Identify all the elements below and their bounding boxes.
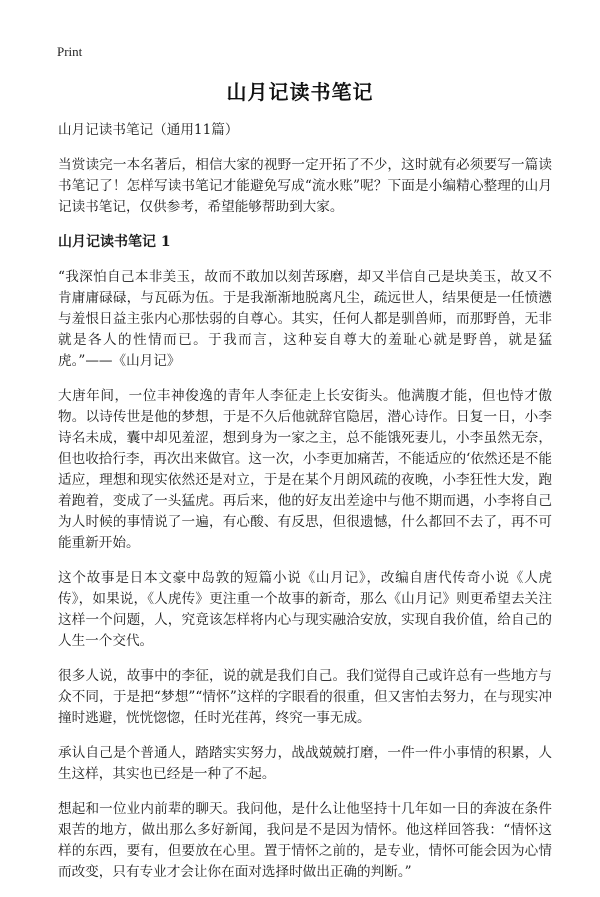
body-paragraph: 很多人说，故事中的李征，说的就是我们自己。我们觉得自己或许总有一些地方与众不同，于是把“梦想”“情怀”这样的字眼看的很重，但又害怕去努力，在与现实冲撞时逃避，恍恍惚惚，任时光荏苒，终究一事无成。 xyxy=(58,668,552,726)
body-paragraph: 想起和一位业内前辈的聊天。我问他，是什么让他坚持十几年如一日的奔波在条件艰苦的地方，做出那么多好新闻，我问是不是因为情怀。他这样回答我：“情怀这样的东西，要有，但要放在心里。置于情怀之前的，是专业，情怀可能会因为心情而改变，只有专业才会让你在面对选择时做出正确的判断。” xyxy=(58,801,552,880)
section-heading: 山月记读书笔记 1 xyxy=(58,234,171,250)
print-link[interactable]: Print xyxy=(57,44,83,59)
body-paragraph: 大唐年间，一位丰神俊逸的青年人李征走上长安街头。他满腹才能，但也恃才傲物。以诗传世是他的梦想，于是不久后他就辞官隐居，潜心诗作。日复一日，小李诗名未成，囊中却见羞涩，想到身为一家之主，总不能饿死妻儿，小李虽然无奈，但也收拾行李，再次出来做官。这一次，小李更加痛苦，不能适应的‘依然还是不能适应，理想和现实依然还是对立，于是在某个月朗风疏的夜晚，小李狂性大发，跑着跑着，变成了一头猛虎。再后来，他的好友出差途中与他不期而遇，小李将自己为人时候的事情说了一遍，有心酸、有反思，但很遗憾，什么都回不去了，再不可能重新开始。 xyxy=(58,388,552,551)
document-subtitle: 山月记读书笔记（通用11篇） xyxy=(58,122,239,138)
intro-paragraph: 当赏读完一本名著后，相信大家的视野一定开拓了不少，这时就有必须要写一篇读书笔记了！怎样写读书笔记才能避免写成“流水账”呢？下面是小编精心整理的山月记读书笔记，仅供参考，希望能够帮助到大家。 xyxy=(58,157,552,215)
quote-paragraph: “我深怕自己本非美玉，故而不敢加以刻苦琢磨，却又半信自己是块美玉，故又不肯庸庸碌碌，与瓦砾为伍。于是我渐渐地脱离凡尘，疏远世人，结果便是一任愤懑与羞恨日益主张内心那怯弱的自尊心。其实，任何人都是驯兽师，而那野兽，无非就是各人的性情而已。于我而言，这种妄自尊大的羞耻心就是野兽，就是猛虎。”——《山月记》 xyxy=(58,269,552,369)
body-paragraph: 承认自己是个普通人，踏踏实实努力，战战兢兢打磨，一件一件小事情的积累，人生这样，其实也已经是一种了不起。 xyxy=(58,745,552,782)
document-body xyxy=(58,120,552,897)
body-paragraph: 这个故事是日本文豪中岛敦的短篇小说《山月记》，改编自唐代传奇小说《人虎传》，如果说，《人虎传》更注重一个故事的新奇，那么《山月记》则更希望去关注这样一个问题，人，究竟该怎样将内心与现实融洽安放，实现自我价值，给自己的人生一个交代。 xyxy=(58,570,552,649)
page-title: 山月记读书笔记 xyxy=(226,80,374,104)
